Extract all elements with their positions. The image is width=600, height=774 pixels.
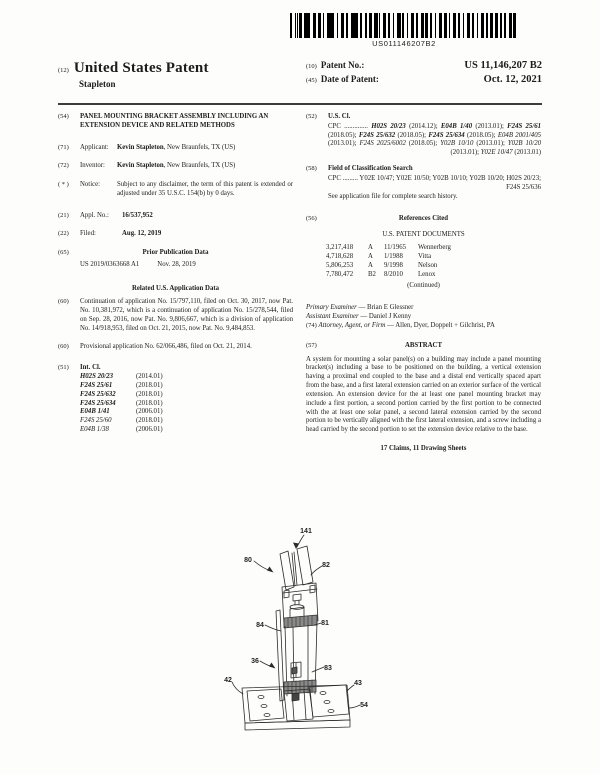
prior-publication-row — [80, 261, 293, 270]
figure-ref-42: 42 — [224, 677, 232, 684]
abstract-text: A system for mounting a solar panel(s) on a building may include a panel mounting bracket(s) including a base to be positioned on the building, a vertical extension having a proximal end coupled to the base and a distal end vertically spaced apart from the base, and a first lateral extension carried on an exterior surface of the vertical extension. An extension device for the at least one panel mounting bracket may include a first portion, a second portion carried by the first portion to be connected with the at least one solar panel, a second lateral extension carried by the second portion to be vertically aligned with the first lateral extension, and a screw including a head carried by the second portion to set the extension device relative to the base. — [306, 355, 541, 434]
applicant-value — [117, 144, 293, 153]
ref-name: Lenox — [418, 270, 436, 278]
assistant-examiner-label: Assistant Examiner — [306, 313, 359, 321]
cpc-leader-dots: .............. — [340, 122, 372, 130]
int-cl-code: F24S 25/61 — [80, 381, 113, 389]
references-continued: (Continued) — [407, 282, 440, 290]
field-51: (51) — [58, 364, 69, 372]
figure-ref-82: 82 — [322, 562, 330, 569]
appl-no-section — [58, 212, 293, 221]
patent-no-value: US 11,146,207 B2 — [464, 60, 542, 71]
int-cl-code: E04B 1/41 — [80, 408, 110, 416]
bracket-assembly-figure — [180, 525, 440, 774]
field-60b: (60) — [58, 343, 69, 351]
left-column — [58, 110, 293, 454]
field-65: (65) — [58, 248, 69, 256]
int-cl-title: Int. Cl. — [80, 364, 101, 372]
int-cl-row — [80, 417, 293, 426]
field-of-search-codes: Y02E 10/47; Y02E 10/50; Y02B 10/10; Y02B 10/20; H02S 20/23; F24S 25/636 — [359, 174, 541, 191]
int-cl-code: E04B 1/38 — [80, 426, 109, 434]
related-provisional-section — [58, 343, 293, 352]
field-21: (21) — [58, 211, 69, 219]
us-cl-title: U.S. Cl. — [328, 113, 351, 120]
int-cl-year: (2006.01) — [136, 408, 163, 416]
ref-number: 3,217,418 — [326, 244, 354, 252]
notice-section — [58, 181, 293, 199]
int-cl-section — [58, 364, 293, 373]
cpc-code: H02S 20/23 — [371, 122, 406, 130]
applicant-label: Applicant: — [80, 143, 109, 151]
field-71: (71) — [58, 143, 69, 151]
field-22: (22) — [58, 229, 69, 237]
filed-label: Filed: — [80, 229, 96, 237]
cpc-classification-block — [328, 123, 541, 158]
cpc-code: F24S 25/632 — [358, 131, 396, 139]
references-section — [306, 215, 541, 224]
figure-ref-80: 80 — [244, 557, 252, 564]
ref-date: 1/1988 — [384, 252, 403, 260]
int-cl-row — [80, 408, 293, 417]
field-of-search-note: See application file for complete search history. — [328, 192, 458, 200]
field-56: (56) — [306, 215, 317, 223]
related-data-title: Related U.S. Application Data — [131, 285, 220, 293]
int-cl-row — [80, 426, 293, 435]
int-cl-code: F24S 25/634 — [80, 399, 116, 407]
primary-examiner-line — [306, 304, 541, 313]
cpc-date: (2018.05); — [328, 131, 359, 139]
ref-name: Wennerberg — [418, 244, 451, 252]
references-table — [326, 244, 541, 279]
cpc-date: (2013.01); — [328, 140, 360, 148]
filed-section — [58, 230, 293, 239]
related-continuation-text: Continuation of application No. 15/797,110, filed on Oct. 30, 2017, now Pat. No. 10,381,972, which is a continuation of application No. 15/278,544, filed on Sep. 28, 2016, now Pat. No. 9,806,667, which is a division of application No. 14/918,953, filed on Oct. 21, 2015, now Pat. No. 9,484,853. — [80, 298, 293, 332]
field-of-search-title: Field of Classification Search — [328, 165, 413, 173]
header-divider — [58, 103, 542, 105]
int-cl-code: F24S 25/60 — [80, 417, 112, 425]
cpc-code: Y02B 10/20 — [507, 140, 541, 148]
field-of-search-cpc — [328, 175, 541, 193]
cpc-date: (2013.01); — [472, 122, 508, 130]
int-cl-year: (2006.01) — [136, 426, 163, 434]
field-54: (54) — [58, 113, 69, 120]
applicant-address: , New Braunfels, TX (US) — [163, 143, 236, 151]
field-58: (58) — [306, 165, 317, 173]
ref-kind: A — [368, 261, 373, 269]
kind-code-number: (12) — [58, 67, 69, 74]
cpc-code: Y02B 10/10 — [440, 140, 474, 148]
appl-no-label: Appl. No.: — [80, 211, 109, 219]
table-row — [326, 253, 541, 262]
ref-date: 8/2010 — [384, 270, 403, 278]
int-cl-year: (2014.01) — [136, 373, 163, 381]
cpc-code: F24S 25/634 — [428, 131, 465, 139]
appl-no-value: 16/537,952 — [122, 211, 153, 219]
field-57: (57) — [306, 341, 317, 349]
int-cl-row — [80, 400, 293, 409]
int-cl-row — [80, 391, 293, 400]
figure-drawing — [180, 525, 440, 774]
cpc-date: (2018.05); — [405, 140, 441, 148]
ref-name: Nelson — [418, 261, 438, 269]
cpc-leader-dots: ......... — [340, 174, 360, 182]
int-cl-row — [80, 373, 293, 382]
cpc-date: (2013.01); — [450, 149, 481, 157]
cpc-date: (2014.12); — [405, 122, 441, 130]
cpc-code: F24S 25/61 — [507, 122, 542, 130]
inventor-value — [117, 162, 293, 171]
table-row — [326, 262, 541, 271]
invention-title: PANEL MOUNTING BRACKET ASSEMBLY INCLUDING AN EXTENSION DEVICE AND RELATED METHODS — [80, 113, 269, 129]
invention-title-section — [58, 113, 293, 131]
inventor-section — [58, 162, 293, 171]
primary-examiner-label: Primary Examiner — [306, 304, 357, 312]
ref-date: 9/1998 — [384, 261, 403, 269]
field-74: (74) — [306, 321, 317, 329]
barcode — [290, 13, 518, 38]
table-row — [326, 271, 541, 280]
date-label: Date of Patent: — [320, 74, 379, 84]
notice-text: Subject to any disclaimer, the term of this patent is extended or adjusted under 35 U.S.C. 154(b) by 0 days. — [117, 181, 293, 198]
cpc-date: (2013.01) — [512, 149, 541, 157]
field-52: (52) — [306, 113, 317, 120]
int-cl-year: (2018.01) — [136, 381, 163, 389]
page-title: United States Patent — [73, 60, 209, 76]
cpc-date: (2013.01); — [473, 140, 508, 148]
assistant-examiner-name: — Daniel J Kenny — [358, 313, 412, 321]
field-72: (72) — [58, 162, 69, 170]
publication-date: Nov. 28, 2019 — [157, 261, 196, 269]
attorney-line — [306, 322, 541, 331]
figure-ref-36: 36 — [251, 658, 259, 665]
filed-value: Aug. 12, 2019 — [122, 229, 162, 237]
references-title: References Cited — [398, 215, 449, 223]
us-cl-section — [306, 113, 541, 122]
inventor-name: Kevin Stapleton — [117, 162, 164, 170]
figure-ref-141: 141 — [300, 528, 312, 535]
int-cl-code: H02S 20/23 — [80, 373, 114, 381]
patent-no-label: Patent No.: — [320, 60, 365, 70]
cpc-code: E04B 1/40 — [440, 122, 473, 130]
ref-number: 7,780,472 — [326, 270, 354, 278]
inventor-label: Inventor: — [80, 162, 105, 170]
table-row — [326, 244, 541, 253]
field-notice: ( * ) — [58, 181, 69, 189]
ref-number: 5,806,253 — [326, 261, 354, 269]
ref-name: Vitta — [418, 252, 432, 260]
cpc-label: CPC — [328, 122, 341, 130]
date-field-number: (45) — [306, 77, 317, 84]
cpc-date: (2018.05); — [395, 131, 429, 139]
inventor-address: , New Braunfels, TX (US) — [163, 162, 236, 170]
ref-kind: A — [368, 244, 373, 252]
inventor-surname: Stapleton — [79, 79, 116, 89]
header-left — [58, 60, 209, 89]
applicant-section — [58, 144, 293, 153]
int-cl-row — [80, 382, 293, 391]
figure-ref-43: 43 — [354, 680, 362, 687]
prior-publication-title: Prior Publication Data — [142, 248, 209, 256]
abstract-section — [306, 342, 541, 351]
int-cl-year: (2018.01) — [136, 417, 163, 425]
int-cl-year: (2018.01) — [136, 390, 163, 398]
header-right — [306, 60, 542, 89]
primary-examiner-name: — Brian E Glessner — [356, 304, 414, 312]
barcode-text: US011146207B2 — [372, 39, 436, 48]
prior-publication-section — [58, 249, 293, 258]
int-cl-year: (2018.01) — [136, 399, 163, 407]
figure-ref-81: 81 — [321, 620, 329, 627]
int-cl-code: F24S 25/632 — [80, 390, 116, 398]
related-continuation-section — [58, 298, 293, 333]
body-columns — [58, 110, 542, 454]
ref-number: 4,718,628 — [326, 252, 354, 260]
cpc-code: Y02E 10/47 — [480, 149, 513, 157]
attorney-names: — Allen, Dyer, Doppelt + Gilchrist, PA — [385, 321, 495, 329]
date-value: Oct. 12, 2021 — [483, 74, 542, 85]
figure-ref-83: 83 — [324, 665, 332, 672]
header — [58, 60, 542, 89]
figure-ref-54: 54 — [360, 702, 368, 709]
attorney-label: Attorney, Agent, or Firm — [318, 321, 386, 329]
cpc-code: F24S 2025/6002 — [359, 140, 406, 148]
related-provisional-text: Provisional application No. 62/066,486, filed on Oct. 21, 2014. — [80, 343, 252, 351]
publication-id: US 2019/0363668 A1 — [80, 261, 140, 269]
cpc-label: CPC — [328, 174, 341, 182]
figure-ref-84: 84 — [256, 622, 264, 629]
abstract-title: ABSTRACT — [404, 341, 442, 349]
applicant-name: Kevin Stapleton — [117, 143, 164, 151]
patent-no-field-number: (10) — [306, 63, 317, 70]
ref-kind: A — [368, 252, 373, 260]
field-60a: (60) — [58, 298, 69, 306]
ref-date: 11/1965 — [384, 244, 407, 252]
assistant-examiner-line — [306, 313, 541, 322]
cpc-date: (2018.05); — [464, 131, 498, 139]
claims-line: 17 Claims, 11 Drawing Sheets — [380, 445, 467, 453]
field-of-search-section — [306, 165, 541, 174]
cpc-code: E04B 2001/405 — [497, 131, 541, 139]
right-column — [306, 110, 541, 454]
references-subtitle: U.S. PATENT DOCUMENTS — [382, 231, 465, 239]
ref-kind: B2 — [368, 270, 376, 278]
notice-label: Notice: — [80, 181, 101, 189]
